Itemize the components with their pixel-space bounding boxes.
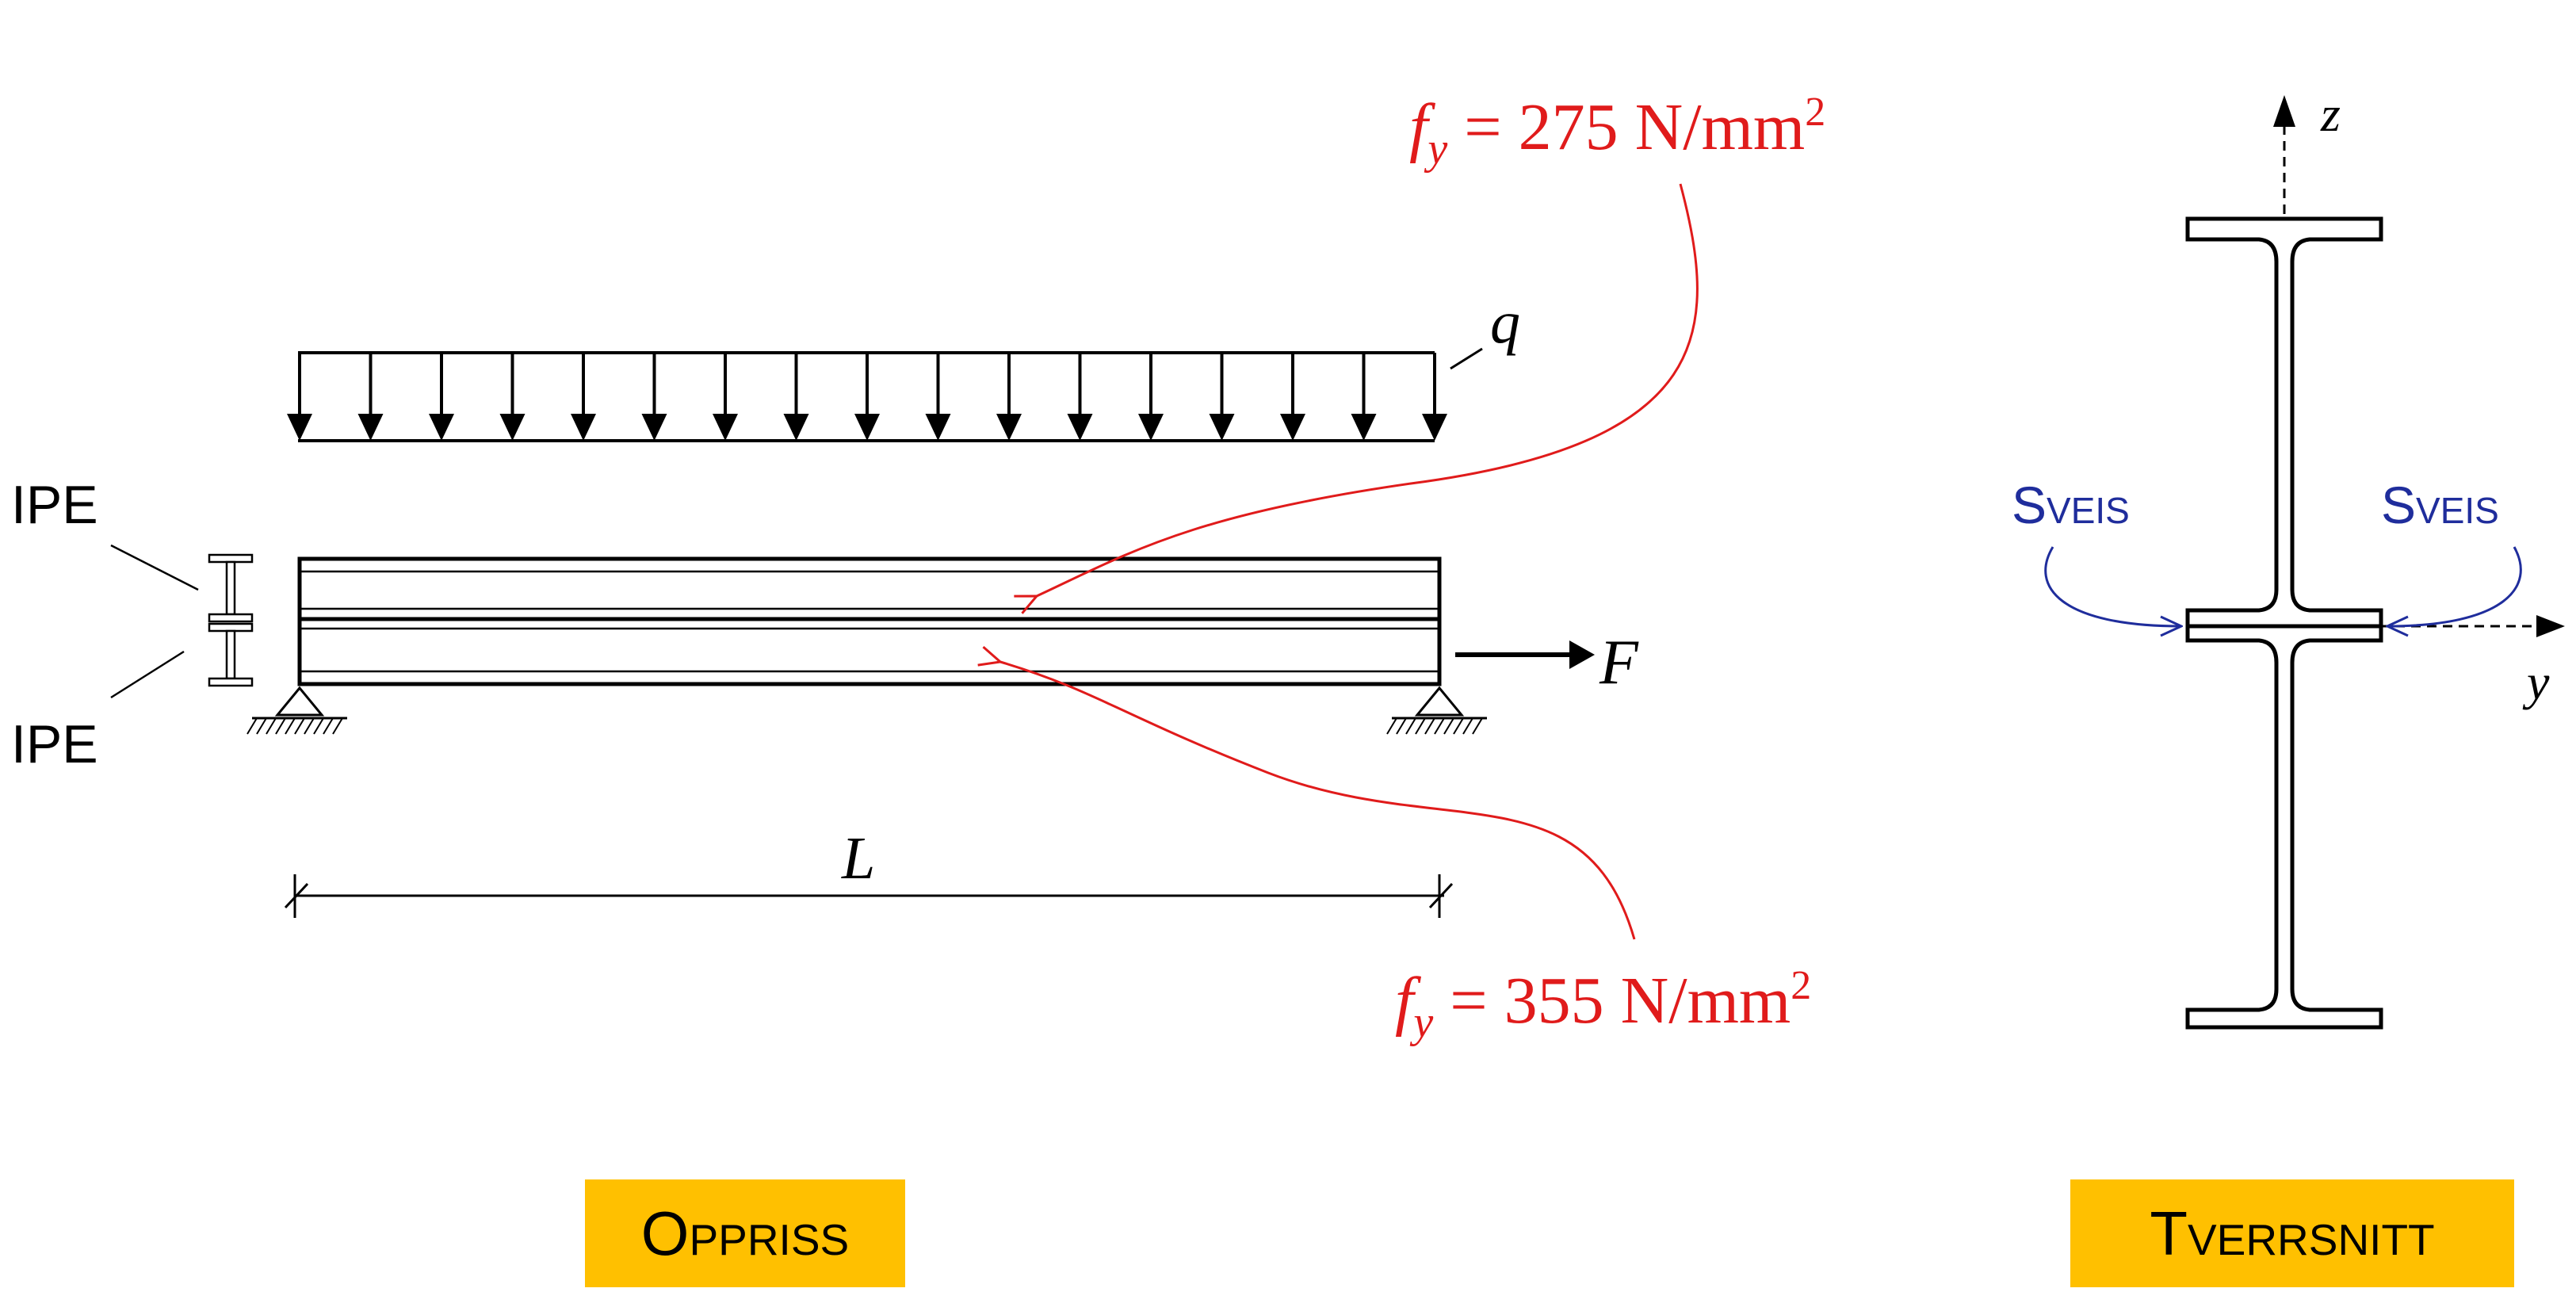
support-hatch	[1425, 718, 1435, 734]
load-label-leader	[1450, 349, 1482, 369]
z-axis-label: z	[2321, 86, 2341, 142]
support-hatch	[266, 718, 276, 734]
load-arrow-head	[358, 414, 384, 441]
support-right	[1387, 688, 1487, 734]
lower-i-profile	[2188, 626, 2381, 1027]
beam-outline	[300, 559, 1439, 684]
load-arrow-head	[500, 414, 526, 441]
length-dimension	[285, 825, 1452, 918]
load-arrow-head	[713, 414, 738, 441]
support-hatch	[257, 718, 266, 734]
load-arrow-head	[996, 414, 1022, 441]
z-axis-arrowhead	[2273, 95, 2295, 127]
annotation-upper-leader	[1037, 184, 1697, 596]
support-hatch	[1473, 718, 1482, 734]
y-axis-arrowhead	[2536, 615, 2565, 637]
y-axis-label: y	[2527, 654, 2550, 710]
caption-oppriss: Oppriss	[585, 1179, 905, 1287]
upper-fy-text: $f_y = 275$ $N/mm^2$	[1409, 90, 1826, 174]
support-hatch	[323, 718, 333, 734]
support-hatch	[1416, 718, 1425, 734]
caption-tverrsnitt: Tverrsnitt	[2070, 1179, 2514, 1287]
annotation-upper	[1037, 90, 1825, 596]
support-hatch	[1406, 718, 1416, 734]
support-hatch	[276, 718, 285, 734]
support-hatch	[1444, 718, 1454, 734]
lower-fy-text: $f_y = 355$ $N/mm^2$	[1395, 963, 1812, 1047]
weld-label-right: Sveis	[2381, 476, 2499, 534]
upper-i-profile	[2188, 219, 2381, 626]
load-arrow-head	[287, 414, 312, 441]
support-hatch	[1435, 718, 1444, 734]
weld-label-left: Sveis	[2012, 476, 2130, 534]
load-arrow-head	[1351, 414, 1377, 441]
load-arrow-head	[926, 414, 951, 441]
load-arrow-head	[1138, 414, 1164, 441]
support-hatch	[314, 718, 323, 734]
load-arrow-head	[784, 414, 809, 441]
load-arrow-head	[1422, 414, 1447, 441]
annotation-lower-leader	[1000, 662, 1634, 939]
load-arrow-head	[854, 414, 880, 441]
support-hatch	[1387, 718, 1397, 734]
weld-arrow-left	[2046, 547, 2181, 626]
load-arrows	[287, 353, 1447, 441]
load-arrow-head	[1280, 414, 1305, 441]
ipe-symbols	[11, 475, 252, 774]
weld-arrow-right	[2387, 547, 2521, 626]
ipe-label-upper: IPE	[11, 475, 98, 535]
support-hatch	[247, 718, 257, 734]
support-hatch	[333, 718, 342, 734]
load-arrow-head	[571, 414, 596, 441]
beam	[300, 559, 1439, 684]
length-label: L	[842, 825, 876, 892]
support-hatch	[295, 718, 304, 734]
distributed-load	[287, 289, 1520, 441]
support-left	[247, 688, 347, 734]
support-hatch	[1397, 718, 1406, 734]
force-arrow-head	[1569, 640, 1595, 669]
support-hatch	[1454, 718, 1463, 734]
load-arrow-head	[429, 414, 454, 441]
load-arrow-head	[1210, 414, 1235, 441]
cross-section	[2012, 86, 2565, 1027]
load-label: q	[1490, 289, 1520, 356]
axial-force	[1455, 628, 1639, 698]
load-arrow-head	[642, 414, 667, 441]
support-hatch	[304, 718, 314, 734]
support-hatch	[1463, 718, 1473, 734]
support-hatch	[285, 718, 295, 734]
force-label: F	[1599, 628, 1638, 698]
load-arrow-head	[1068, 414, 1093, 441]
ipe-label-lower: IPE	[11, 714, 98, 774]
